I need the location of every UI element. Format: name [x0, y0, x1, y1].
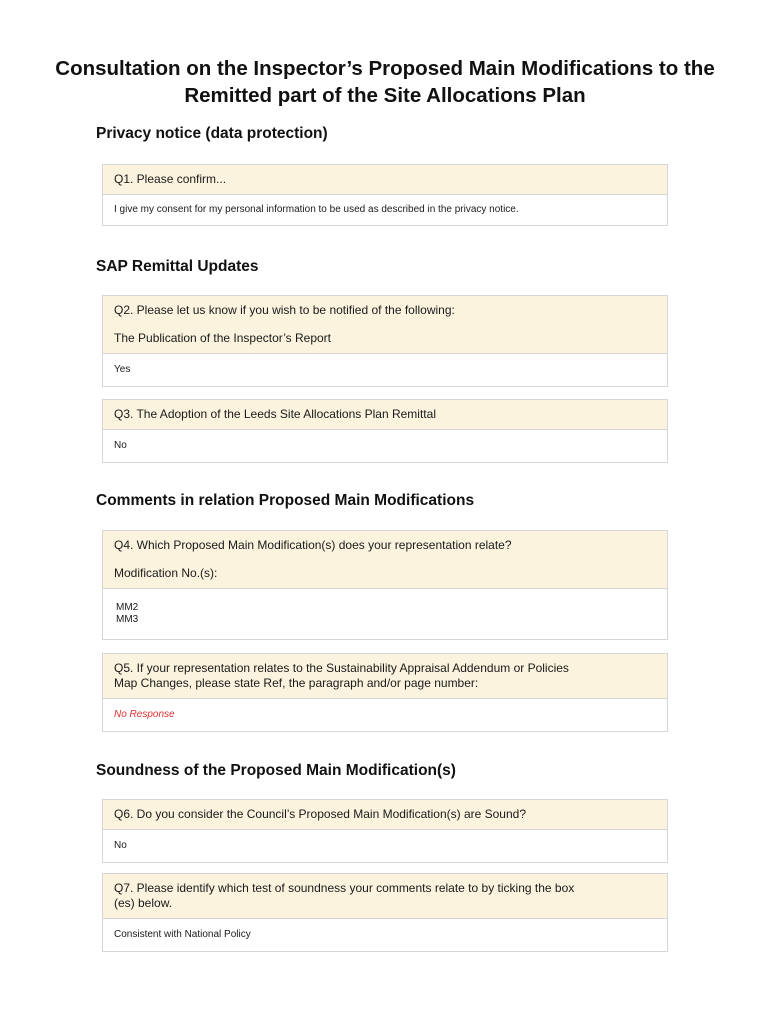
question-q7: [102, 873, 668, 952]
question-q6: [102, 799, 668, 863]
q4-subquestion: Modification No.(s):: [114, 566, 218, 580]
title-line-1: Consultation on the Inspector’s Proposed Main Modifications to the: [55, 57, 715, 80]
q7-question-line-2: (es) below.: [114, 896, 173, 910]
q2-subquestion: The Publication of the Inspector’s Report: [114, 331, 332, 345]
q4-answer-item: MM3: [116, 614, 139, 625]
q3-question: Q3. The Adoption of the Leeds Site Allocations Plan Remittal: [103, 400, 667, 430]
q1-question: Q1. Please confirm...: [103, 165, 667, 195]
q7-question-line-1: Q7. Please identify which test of soundness your comments relate to by ticking the box: [114, 881, 575, 895]
section-heading-privacy: Privacy notice (data protection): [96, 125, 328, 142]
q2-answer: Yes: [114, 364, 131, 375]
q6-answer: No: [114, 840, 127, 851]
q4-answer-item: MM2: [116, 602, 139, 613]
q5-question-line-2: Map Changes, please state Ref, the paragraph and/or page number:: [114, 676, 479, 690]
q5-question: [103, 654, 667, 699]
q7-answer: Consistent with National Policy: [114, 929, 251, 940]
section-heading-comments: Comments in relation Proposed Main Modifications: [96, 492, 475, 509]
section-heading-sap-remittal: SAP Remittal Updates: [96, 258, 259, 275]
q4-question-block: [103, 531, 667, 589]
question-q3: [102, 399, 668, 463]
document-title: [0, 55, 770, 109]
q2-question: Q2. Please let us know if you wish to be notified of the following:: [114, 303, 455, 317]
title-line-2: Remitted part of the Site Allocations Plan: [184, 84, 586, 107]
question-q4: [102, 530, 668, 640]
question-q5: [102, 653, 668, 732]
q3-answer: No: [114, 440, 127, 451]
q5-question-line-1: Q5. If your representation relates to the Sustainability Appraisal Addendum or Policies: [114, 661, 569, 675]
q5-answer-no-response: No Response: [114, 709, 175, 720]
q4-answer: [103, 589, 667, 639]
q7-question: [103, 874, 667, 919]
question-q1: [102, 164, 668, 226]
q6-question: Q6. Do you consider the Council’s Proposed Main Modification(s) are Sound?: [103, 800, 667, 830]
question-q2: [102, 295, 668, 387]
q2-question-block: [103, 296, 667, 354]
section-heading-soundness: Soundness of the Proposed Main Modification(s): [96, 762, 456, 779]
q1-answer: I give my consent for my personal information to be used as described in the privacy notice.: [114, 204, 519, 215]
q4-question: Q4. Which Proposed Main Modification(s) does your representation relate?: [114, 538, 512, 552]
